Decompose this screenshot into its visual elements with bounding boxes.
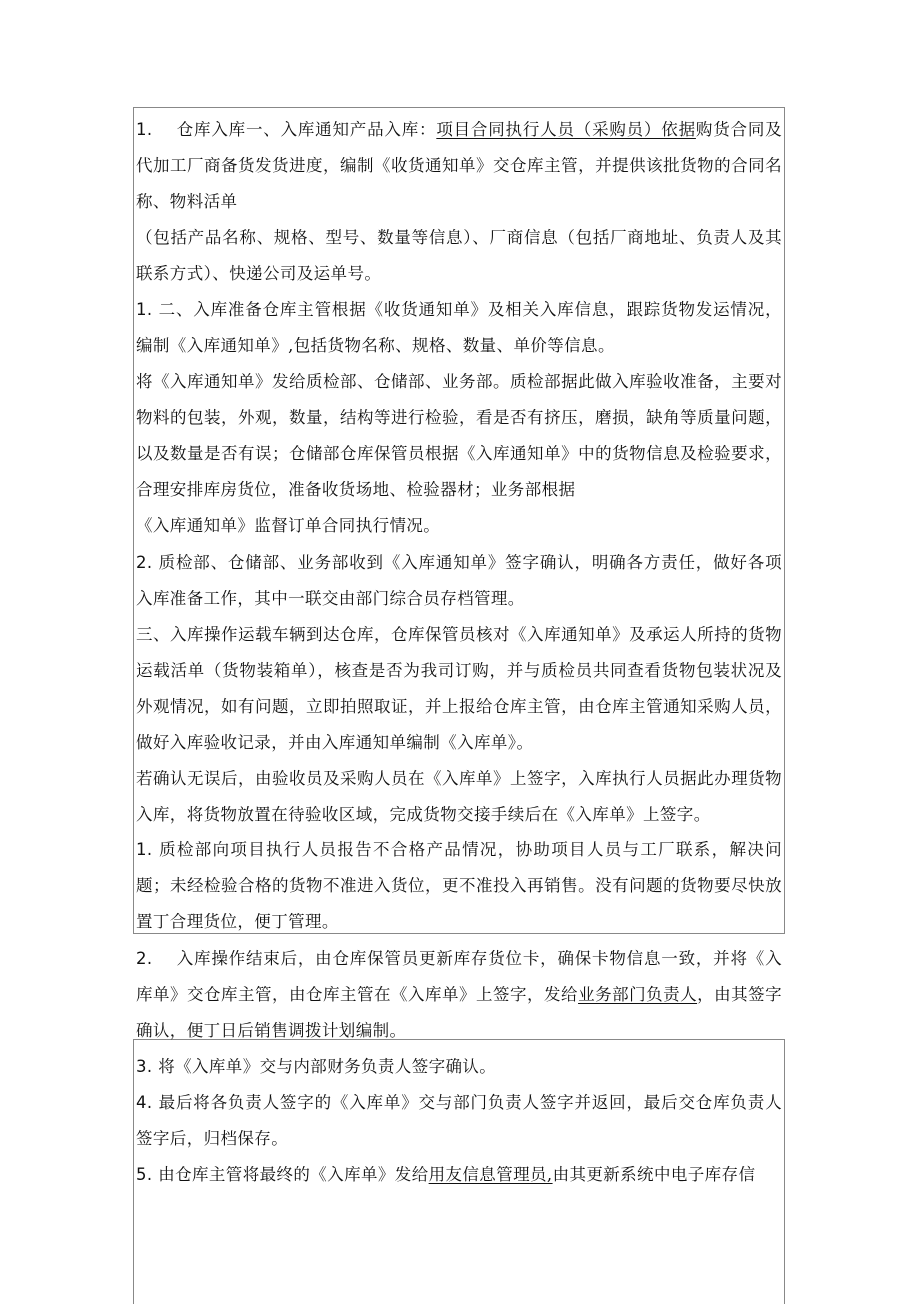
- paragraph-10-lead: 入库操作结束后，由仓库保管员更新库存货位卡，确保卡物信息一致，并将《入库单》交仓库主管，由仓库主管在《入库单》上签字，发给: [136, 949, 782, 1004]
- paragraph-9-number: 1.: [136, 840, 153, 859]
- paragraph-6-text: 质检部、仓储部、业务部收到《入库通知单》签字确认，明确各方责任，做好各项入库准备工作，其中一联交由部门综合员存档管理。: [136, 553, 782, 608]
- paragraph-11: [136, 1049, 782, 1085]
- paragraph-10: [136, 941, 782, 1049]
- paragraph-2: （包括产品名称、规格、型号、数量等信息）、厂商信息（包括厂商地址、负责人及其联系方式）、快递公司及运单号。: [136, 228, 782, 283]
- paragraph-1-number: 1.: [136, 120, 153, 139]
- paragraph-13-number: 5.: [136, 1165, 153, 1184]
- paragraph-6-number: 2.: [136, 553, 153, 572]
- paragraph-1-rest: 购货合同及代加工厂商备货发货进度，编制《收货通知单》交仓库主管，并提供该批货物的合同名称、物料活单: [136, 120, 783, 211]
- paragraph-3-text: 二、入库准备仓库主管根据《收货通知单》及相关入库信息，跟踪货物发运情况，编制《入库通知单》,包括货物名称、规格、数量、单价等信息。: [136, 300, 782, 355]
- paragraph-13: [136, 1157, 782, 1193]
- paragraph-5: 《入库通知单》监督订单合同执行情况。: [136, 516, 441, 535]
- paragraph-3-number: 1.: [136, 300, 153, 319]
- paragraph-12-text: 最后将各负责人签字的《入库单》交与部门负责人签字并返回，最后交仓库负责人签字后，归档保存。: [136, 1093, 782, 1148]
- paragraph-7: 三、入库操作运载车辆到达仓库，仓库保管员核对《入库通知单》及承运人所持的货物运载活单（货物装箱单），核查是否为我司订购，并与质检员共同查看货物包装状况及外观情况，如有问题，立即拍照取证，并上报给仓库主管，由仓库主管通知采购人员，做好入库验收记录，并由入库通知单编制《入库单》。: [136, 625, 782, 752]
- paragraph-10-underlined: 业务部门负责人: [578, 985, 698, 1004]
- paragraph-10-rest: ，由其签字确认，便丁日后销售调拨计划编制。: [136, 985, 782, 1040]
- paragraph-13-rest: 由其更新系统中电子库存信: [552, 1165, 756, 1184]
- paragraph-12-number: 4.: [136, 1093, 153, 1112]
- paragraph-9: [136, 832, 782, 940]
- paragraph-11-number: 3.: [136, 1057, 153, 1076]
- paragraph-3: [136, 292, 782, 364]
- paragraph-1-lead: 仓库入库一、入库通知产品入库：: [176, 120, 437, 139]
- paragraph-8: 若确认无误后，由验收员及采购人员在《入库单》上签字，入库执行人员据此办理货物入库，将货物放置在待验收区域，完成货物交接手续后在《入库单》上签字。: [136, 769, 782, 824]
- paragraph-6: [136, 545, 782, 617]
- paragraph-9-text: 质检部向项目执行人员报告不合格产品情况，协助项目人员与工厂联系，解决问题；未经检验合格的货物不准进入货位，更不准投入再销售。没有问题的货物要尽快放置丁合理货位，便丁管理。: [136, 840, 782, 931]
- paragraph-13-underlined: 用友信息管理员,: [428, 1165, 553, 1184]
- paragraph-1: [136, 112, 782, 220]
- paragraph-12: [136, 1085, 782, 1157]
- paragraph-1-underlined: 项目合同执行人员（采购员）依据: [436, 120, 696, 139]
- paragraph-13-lead: 由仓库主管将最终的《入库单》发给: [158, 1165, 429, 1184]
- paragraph-11-text: 将《入库单》交与内部财务负责人签字确认。: [158, 1057, 497, 1076]
- paragraph-4: 将《入库通知单》发给质检部、仓储部、业务部。质检部据此做入库验收准备，主要对物料的包装，外观，数量，结构等进行检验，看是否有挤压，磨损，缺角等质量问题，以及数量是否有误；仓储部仓库保管员根据《入库通知单》中的货物信息及检验要求，合理安排库房货位，准备收货场地、检验器材；业务部根据: [136, 372, 782, 499]
- paragraph-10-number: 2.: [136, 949, 153, 968]
